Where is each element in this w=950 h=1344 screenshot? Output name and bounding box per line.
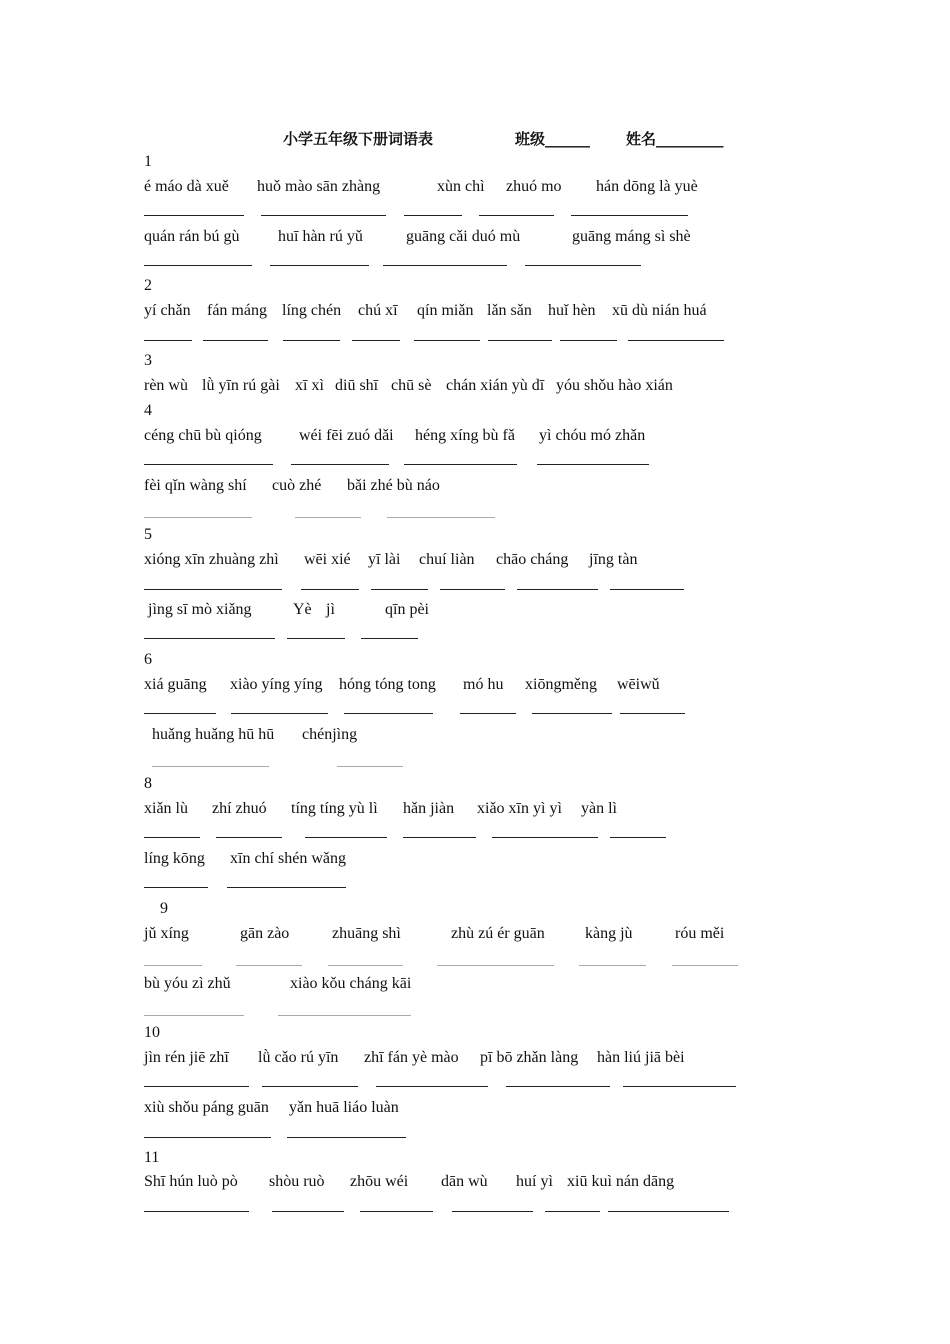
answer-blank[interactable] — [620, 713, 685, 714]
pinyin-word: hǎn jiàn — [403, 800, 455, 817]
pinyin-word: jìng sī mò xiǎng — [148, 601, 252, 618]
pinyin-word: dān wù — [441, 1173, 488, 1190]
pinyin-word: guāng cǎi duó mù — [406, 228, 521, 245]
pinyin-word: chénjìng — [302, 726, 358, 743]
section-number: 5 — [144, 526, 152, 543]
answer-blank[interactable] — [628, 340, 724, 341]
answer-blank[interactable] — [517, 589, 598, 590]
pinyin-word: cuò zhé — [272, 477, 322, 494]
pinyin-word: xiù shǒu páng guān — [144, 1099, 269, 1116]
pinyin-word: zhí zhuó — [212, 800, 267, 817]
pinyin-word: líng chén — [282, 302, 342, 319]
pinyin-word: quán rán bú gù — [144, 228, 240, 245]
section-number: 2 — [144, 277, 152, 294]
pinyin-word: yóu shǒu hào xián — [556, 377, 673, 394]
pinyin-word: guāng máng sì shè — [572, 228, 691, 245]
pinyin-word: zhuó mo — [506, 178, 562, 195]
answer-blank[interactable] — [571, 215, 688, 216]
answer-blank[interactable] — [452, 1211, 533, 1212]
pinyin-word: é máo dà xuě — [144, 178, 229, 195]
answer-blank[interactable] — [403, 837, 476, 838]
pinyin-word: chāo cháng — [496, 551, 569, 568]
answer-blank[interactable] — [383, 265, 507, 266]
pinyin-word: mó hu — [463, 676, 504, 693]
answer-blank[interactable] — [532, 713, 612, 714]
pinyin-word: xū dù nián huá — [612, 302, 707, 319]
answer-blank[interactable] — [272, 1211, 344, 1212]
answer-blank[interactable] — [270, 265, 369, 266]
answer-blank[interactable] — [283, 340, 340, 341]
answer-blank[interactable] — [144, 1015, 244, 1016]
pinyin-word: xiǎo xīn yì yì — [477, 800, 562, 817]
pinyin-word: céng chū bù qióng — [144, 427, 262, 444]
answer-blank[interactable] — [488, 340, 552, 341]
answer-blank[interactable] — [404, 464, 517, 465]
section-number: 10 — [144, 1024, 160, 1041]
pinyin-word: hán dōng là yuè — [596, 178, 698, 195]
answer-blank[interactable] — [376, 1086, 488, 1087]
name-field-label: 姓名_________ — [626, 130, 724, 148]
answer-blank[interactable] — [144, 340, 192, 341]
answer-blank[interactable] — [387, 517, 495, 518]
pinyin-word: héng xíng bù fǎ — [415, 427, 515, 444]
answer-blank[interactable] — [287, 638, 345, 639]
answer-blank[interactable] — [144, 517, 252, 518]
answer-blank[interactable] — [144, 887, 208, 888]
page-title: 小学五年级下册词语表 — [283, 130, 434, 148]
answer-blank[interactable] — [301, 589, 359, 590]
answer-blank[interactable] — [610, 837, 666, 838]
pinyin-word: zhōu wéi — [350, 1173, 409, 1190]
answer-blank[interactable] — [287, 1137, 406, 1138]
answer-blank[interactable] — [337, 766, 403, 767]
pinyin-word: chuí liàn — [419, 551, 475, 568]
pinyin-word: qīn pèi — [385, 601, 429, 618]
pinyin-word: bǎi zhé bù náo — [347, 477, 440, 494]
answer-blank[interactable] — [144, 215, 244, 216]
pinyin-word: huǐ hèn — [548, 302, 596, 319]
answer-blank[interactable] — [545, 1211, 600, 1212]
pinyin-word: fán máng — [207, 302, 267, 319]
pinyin-word: xiū kuì nán dāng — [567, 1173, 675, 1190]
answer-blank[interactable] — [236, 965, 302, 966]
pinyin-word: xiào yíng yíng — [230, 676, 323, 693]
pinyin-word: lǎn sǎn — [487, 302, 532, 319]
pinyin-word: bù yóu zì zhǔ — [144, 975, 231, 992]
pinyin-word: pī bō zhǎn làng — [480, 1049, 579, 1066]
pinyin-word: tíng tíng yù lì — [291, 800, 378, 817]
answer-blank[interactable] — [460, 713, 516, 714]
pinyin-word: kàng jù — [585, 925, 633, 942]
answer-blank[interactable] — [227, 887, 346, 888]
section-number: 11 — [144, 1149, 160, 1166]
answer-blank[interactable] — [414, 340, 480, 341]
answer-blank[interactable] — [352, 340, 400, 341]
answer-blank[interactable] — [291, 464, 389, 465]
section-number: 9 — [160, 900, 168, 917]
answer-blank[interactable] — [144, 965, 202, 966]
pinyin-word: gān zào — [240, 925, 290, 942]
answer-blank[interactable] — [492, 837, 598, 838]
pinyin-word: wēi xié — [304, 551, 351, 568]
section-number: 1 — [144, 153, 152, 170]
pinyin-word: xùn chì — [437, 178, 485, 195]
answer-blank[interactable] — [623, 1086, 736, 1087]
pinyin-word: jǔ xíng — [144, 925, 189, 942]
answer-blank[interactable] — [440, 589, 505, 590]
answer-blank[interactable] — [144, 265, 252, 266]
class-field-label: 班级______ — [515, 130, 591, 148]
answer-blank[interactable] — [610, 589, 684, 590]
answer-blank[interactable] — [371, 589, 428, 590]
answer-blank[interactable] — [262, 1086, 358, 1087]
pinyin-word: xiōngměng — [525, 676, 597, 693]
pinyin-word: huǎng huǎng hū hū — [152, 726, 275, 743]
pinyin-word: rèn wù — [144, 377, 188, 394]
answer-blank[interactable] — [525, 265, 641, 266]
answer-blank[interactable] — [144, 589, 282, 590]
pinyin-word: jìn rén jiē zhī — [144, 1049, 229, 1066]
pinyin-word: zhī fán yè mào — [364, 1049, 459, 1066]
pinyin-word: huǒ mào sān zhàng — [257, 178, 381, 195]
answer-blank[interactable] — [144, 1211, 249, 1212]
pinyin-word: róu měi — [675, 925, 725, 942]
answer-blank[interactable] — [361, 638, 418, 639]
pinyin-word: diū shī — [335, 377, 379, 394]
answer-blank[interactable] — [295, 517, 361, 518]
pinyin-word: wēiwǔ — [617, 676, 660, 693]
answer-blank[interactable] — [144, 638, 275, 639]
answer-blank[interactable] — [216, 837, 282, 838]
answer-blank[interactable] — [261, 215, 386, 216]
pinyin-word: xióng xīn zhuàng zhì — [144, 551, 279, 568]
pinyin-word: Shī hún luò pò — [144, 1173, 238, 1190]
pinyin-word: wéi fēi zuó dǎi — [299, 427, 394, 444]
pinyin-word: xī xì — [295, 377, 324, 394]
answer-blank[interactable] — [144, 464, 273, 465]
pinyin-word: chán xián yù dī — [446, 377, 545, 394]
pinyin-word: hàn liú jiā bèi — [597, 1049, 685, 1066]
pinyin-word: yī lài — [368, 551, 401, 568]
answer-blank[interactable] — [203, 340, 268, 341]
pinyin-word: yì chóu mó zhǎn — [539, 427, 646, 444]
pinyin-word: yàn lì — [581, 800, 617, 817]
pinyin-word: huī hàn rú yǔ — [278, 228, 363, 245]
pinyin-word: chū sè — [391, 377, 432, 394]
pinyin-word: jì — [326, 601, 335, 618]
answer-blank[interactable] — [144, 1137, 271, 1138]
pinyin-word: jīng tàn — [589, 551, 638, 568]
answer-blank[interactable] — [608, 1211, 729, 1212]
answer-blank[interactable] — [579, 965, 646, 966]
answer-blank[interactable] — [344, 713, 433, 714]
section-number: 4 — [144, 402, 152, 419]
pinyin-word: xīn chí shén wǎng — [230, 850, 346, 867]
pinyin-word: lǜ cǎo rú yīn — [258, 1049, 339, 1066]
pinyin-word: lǜ yīn rú gài — [202, 377, 280, 394]
pinyin-word: chú xī — [358, 302, 398, 319]
section-number: 3 — [144, 352, 152, 369]
pinyin-word: zhuāng shì — [332, 925, 401, 942]
section-number: 8 — [144, 775, 152, 792]
answer-blank[interactable] — [437, 965, 554, 966]
pinyin-word: líng kōng — [144, 850, 205, 867]
pinyin-word: xiào kǒu cháng kāi — [290, 975, 412, 992]
pinyin-word: hóng tóng tong — [339, 676, 436, 693]
section-number: 6 — [144, 651, 152, 668]
answer-blank[interactable] — [278, 1015, 411, 1016]
answer-blank[interactable] — [328, 965, 403, 966]
pinyin-word: shòu ruò — [269, 1173, 325, 1190]
pinyin-word: xiǎn lù — [144, 800, 188, 817]
answer-blank[interactable] — [144, 1086, 249, 1087]
answer-blank[interactable] — [152, 766, 269, 767]
answer-blank[interactable] — [231, 713, 328, 714]
pinyin-word: qín miǎn — [417, 302, 474, 319]
answer-blank[interactable] — [144, 713, 216, 714]
answer-blank[interactable] — [537, 464, 649, 465]
pinyin-word: fèi qǐn wàng shí — [144, 477, 247, 494]
answer-blank[interactable] — [305, 837, 387, 838]
answer-blank[interactable] — [404, 215, 462, 216]
pinyin-word: yǎn huā liáo luàn — [289, 1099, 399, 1116]
answer-blank[interactable] — [360, 1211, 433, 1212]
answer-blank[interactable] — [672, 965, 738, 966]
answer-blank[interactable] — [479, 215, 554, 216]
answer-blank[interactable] — [560, 340, 617, 341]
pinyin-word: xiá guāng — [144, 676, 207, 693]
pinyin-word: zhù zú ér guān — [451, 925, 545, 942]
pinyin-word: huí yì — [516, 1173, 553, 1190]
pinyin-word: yí chǎn — [144, 302, 191, 319]
pinyin-word: Yè — [293, 601, 312, 618]
answer-blank[interactable] — [506, 1086, 610, 1087]
answer-blank[interactable] — [144, 837, 200, 838]
